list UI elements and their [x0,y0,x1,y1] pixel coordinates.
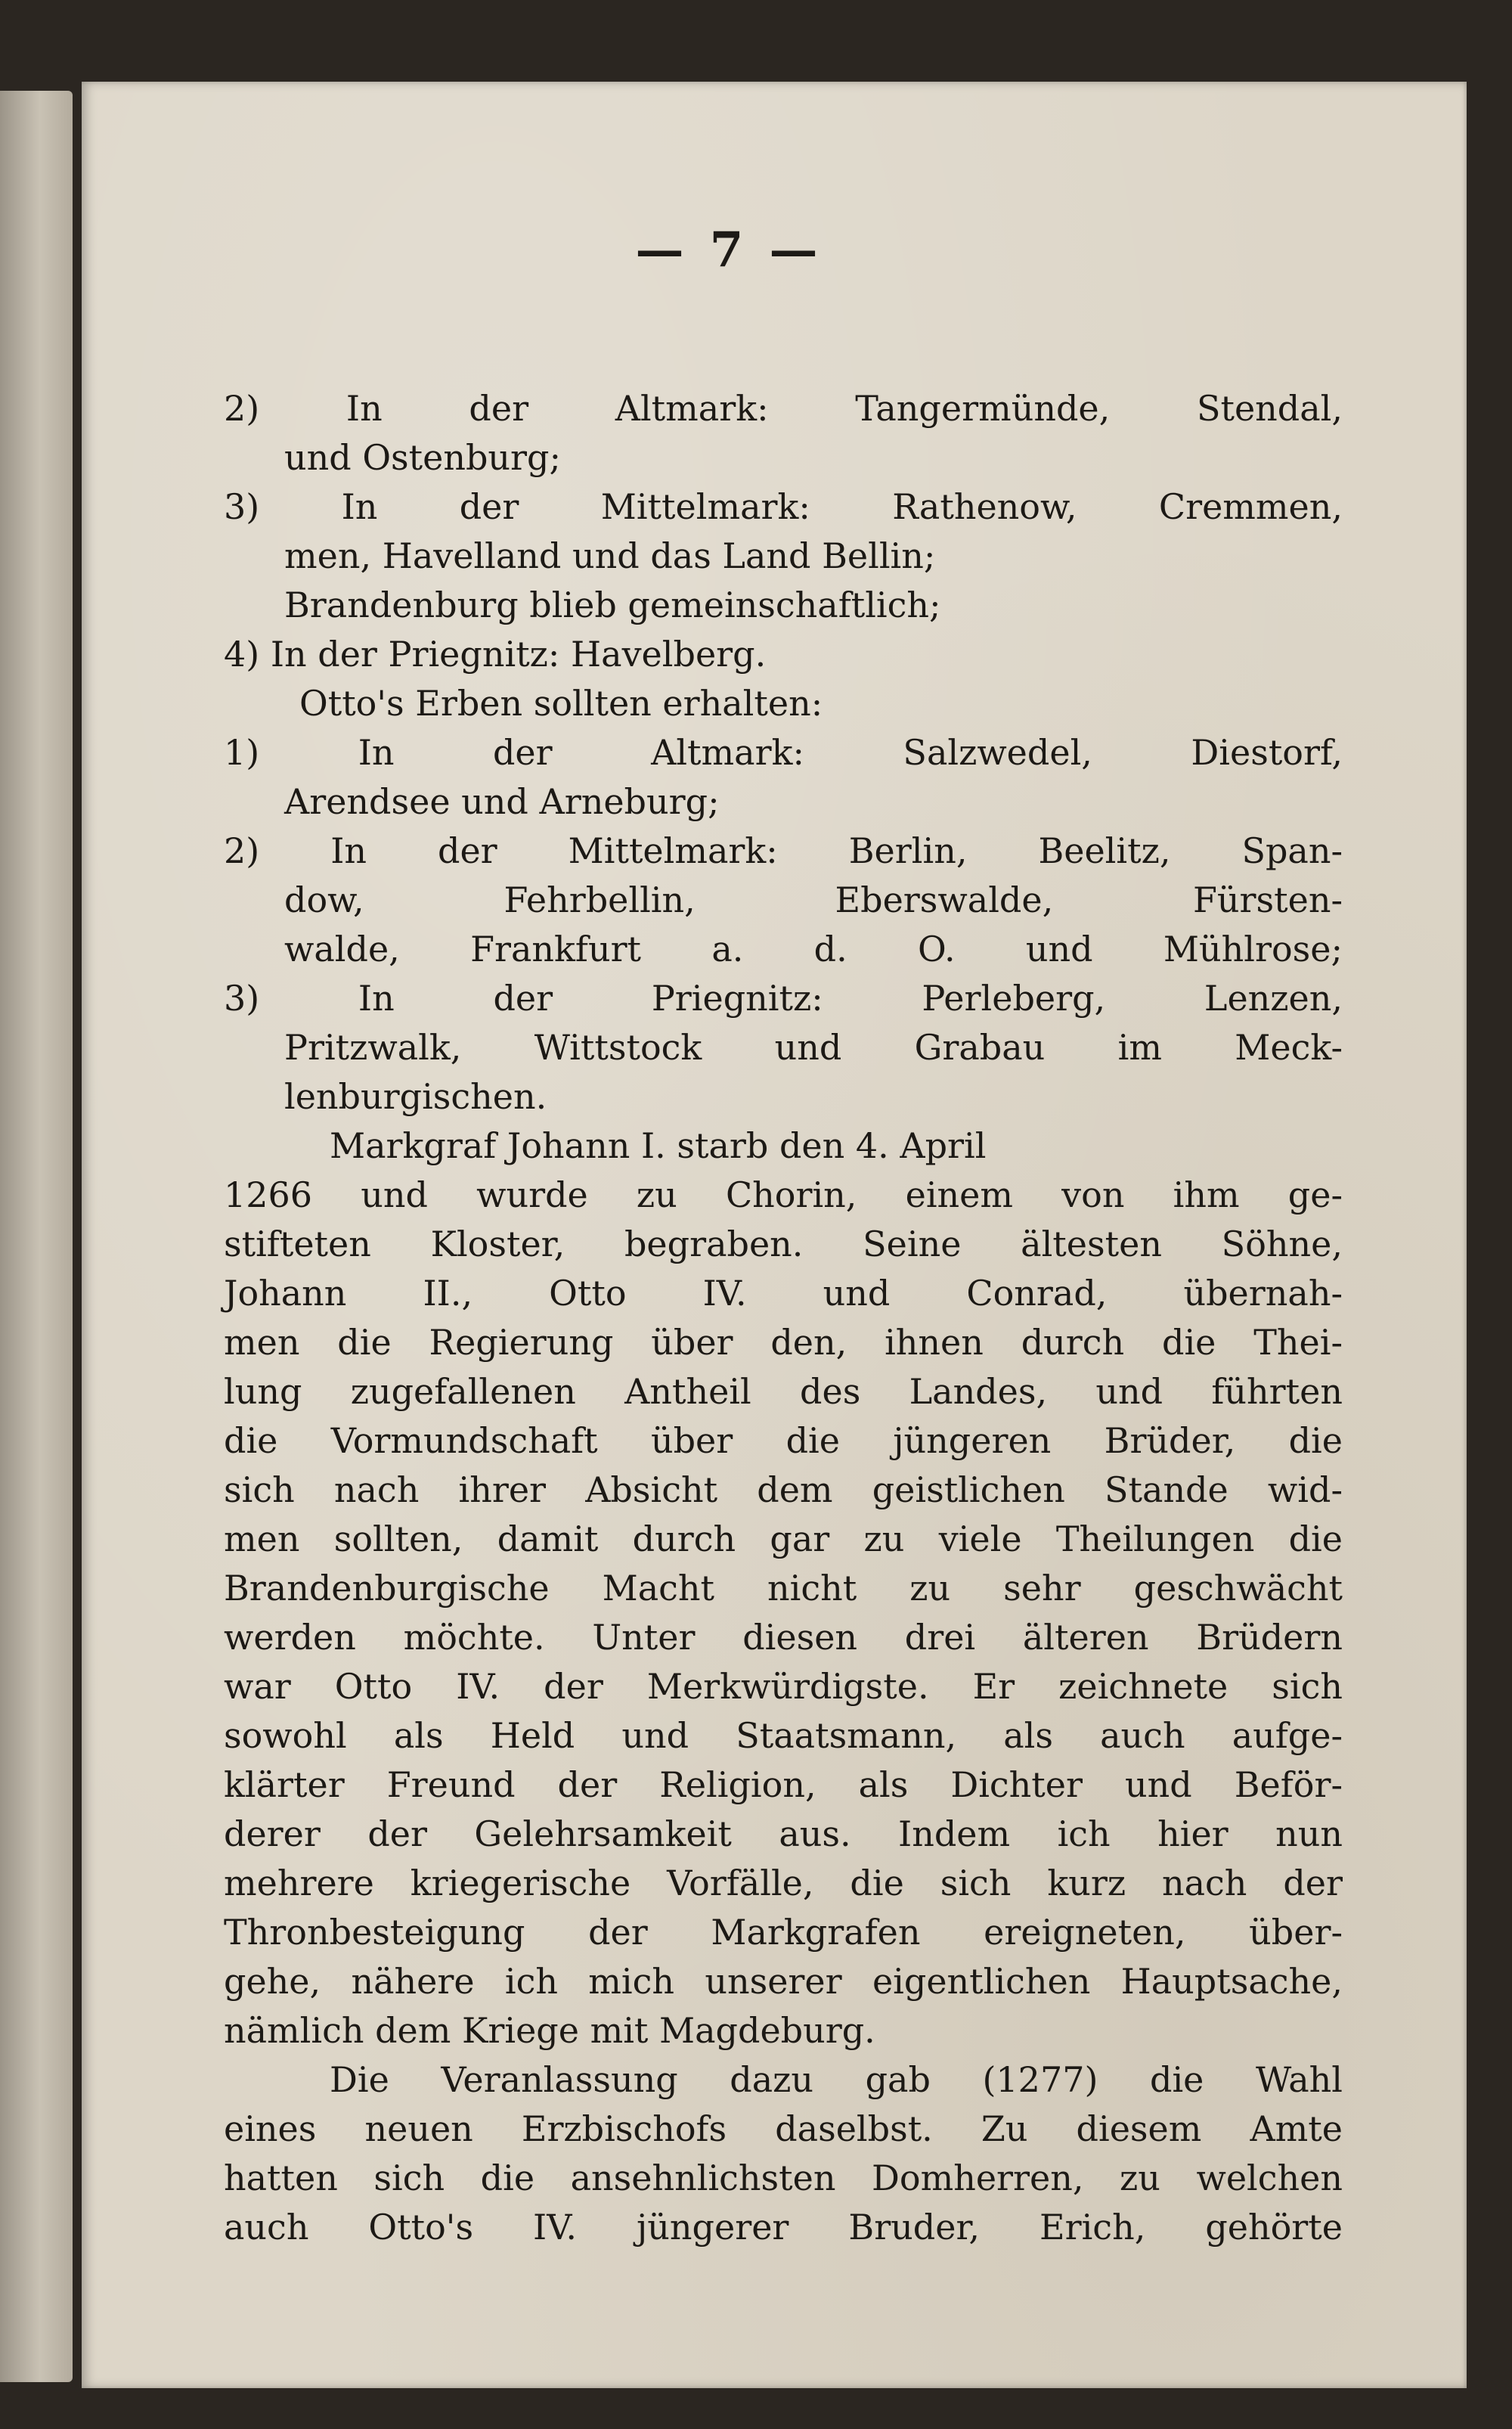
text-line: Arendsee und Arneburg; [284,781,720,822]
text-line: Johann II., Otto IV. und Conrad, übernah- [224,1273,1343,1314]
text-line: Pritzwalk, Wittstock und Grabau im Meck- [284,1027,1343,1068]
text-line: klärter Freund der Religion, als Dichter und Beför- [224,1764,1343,1805]
text-line: walde, Frankfurt a. d. O. und Mühlrose; [284,929,1343,969]
text-line: Thronbesteigung der Markgrafen ereigneten, über- [224,1912,1343,1953]
text-line: lenburgischen. [284,1076,547,1117]
text-line: 3) In der Mittelmark: Rathenow, Cremmen, [224,486,1343,527]
text-line: men die Regierung über den, ihnen durch die Thei- [224,1322,1343,1363]
text-line: 2) In der Mittelmark: Berlin, Beelitz, Span- [224,830,1343,871]
text-line: gehe, nähere ich mich unserer eigentlichen Hauptsache, [224,1961,1343,2002]
text-line: die Vormundschaft über die jüngeren Brüder, die [224,1420,1343,1461]
page-body-text [224,384,1343,2252]
text-line: Markgraf Johann I. starb den 4. April [330,1125,987,1166]
text-line: 4) In der Priegnitz: Havelberg. [224,634,767,675]
text-line: 2) In der Altmark: Tangermünde, Stendal, [224,388,1343,429]
text-line: lung zugefallenen Antheil des Landes, und führten [224,1371,1343,1412]
text-line: 3) In der Priegnitz: Perleberg, Lenzen, [224,978,1343,1019]
previous-page-edge [0,91,73,2382]
text-line: dow, Fehrbellin, Eberswalde, Fürsten- [284,879,1343,920]
text-line: Die Veranlassung dazu gab (1277) die Wahl [330,2059,1343,2100]
text-line: stifteten Kloster, begraben. Seine ältesten Söhne, [224,1224,1343,1264]
text-line: Brandenburg blieb gemeinschaftlich; [284,585,941,625]
text-line: 1) In der Altmark: Salzwedel, Diestorf, [224,732,1343,773]
text-line: werden möchte. Unter diesen drei älteren Brüdern [224,1617,1343,1658]
page-number: — 7 — [635,222,823,278]
text-line: mehrere kriegerische Vorfälle, die sich kurz nach der [224,1863,1343,1903]
text-line: men sollten, damit durch gar zu viele Theilungen die [224,1519,1343,1559]
text-line: men, Havelland und das Land Bellin; [284,535,936,576]
text-line: derer der Gelehrsamkeit aus. Indem ich hier nun [224,1813,1343,1854]
book-page [82,82,1467,2388]
text-line: war Otto IV. der Merkwürdigste. Er zeichnete sich [224,1666,1343,1707]
text-line: Otto's Erben sollten erhalten: [299,683,823,724]
text-line: hatten sich die ansehnlichsten Domherren, zu welchen [224,2158,1343,2198]
text-line: und Ostenburg; [284,437,561,478]
text-line: 1266 und wurde zu Chorin, einem von ihm ge- [224,1174,1343,1215]
text-line: eines neuen Erzbischofs daselbst. Zu diesem Amte [224,2108,1343,2149]
text-line: nämlich dem Kriege mit Magdeburg. [224,2010,875,2051]
text-line: Brandenburgische Macht nicht zu sehr geschwächt [224,1568,1343,1608]
text-line: sowohl als Held und Staatsmann, als auch aufge- [224,1715,1343,1756]
text-line: sich nach ihrer Absicht dem geistlichen Stande wid- [224,1469,1343,1510]
text-line: auch Otto's IV. jüngerer Bruder, Erich, gehörte [224,2207,1343,2248]
